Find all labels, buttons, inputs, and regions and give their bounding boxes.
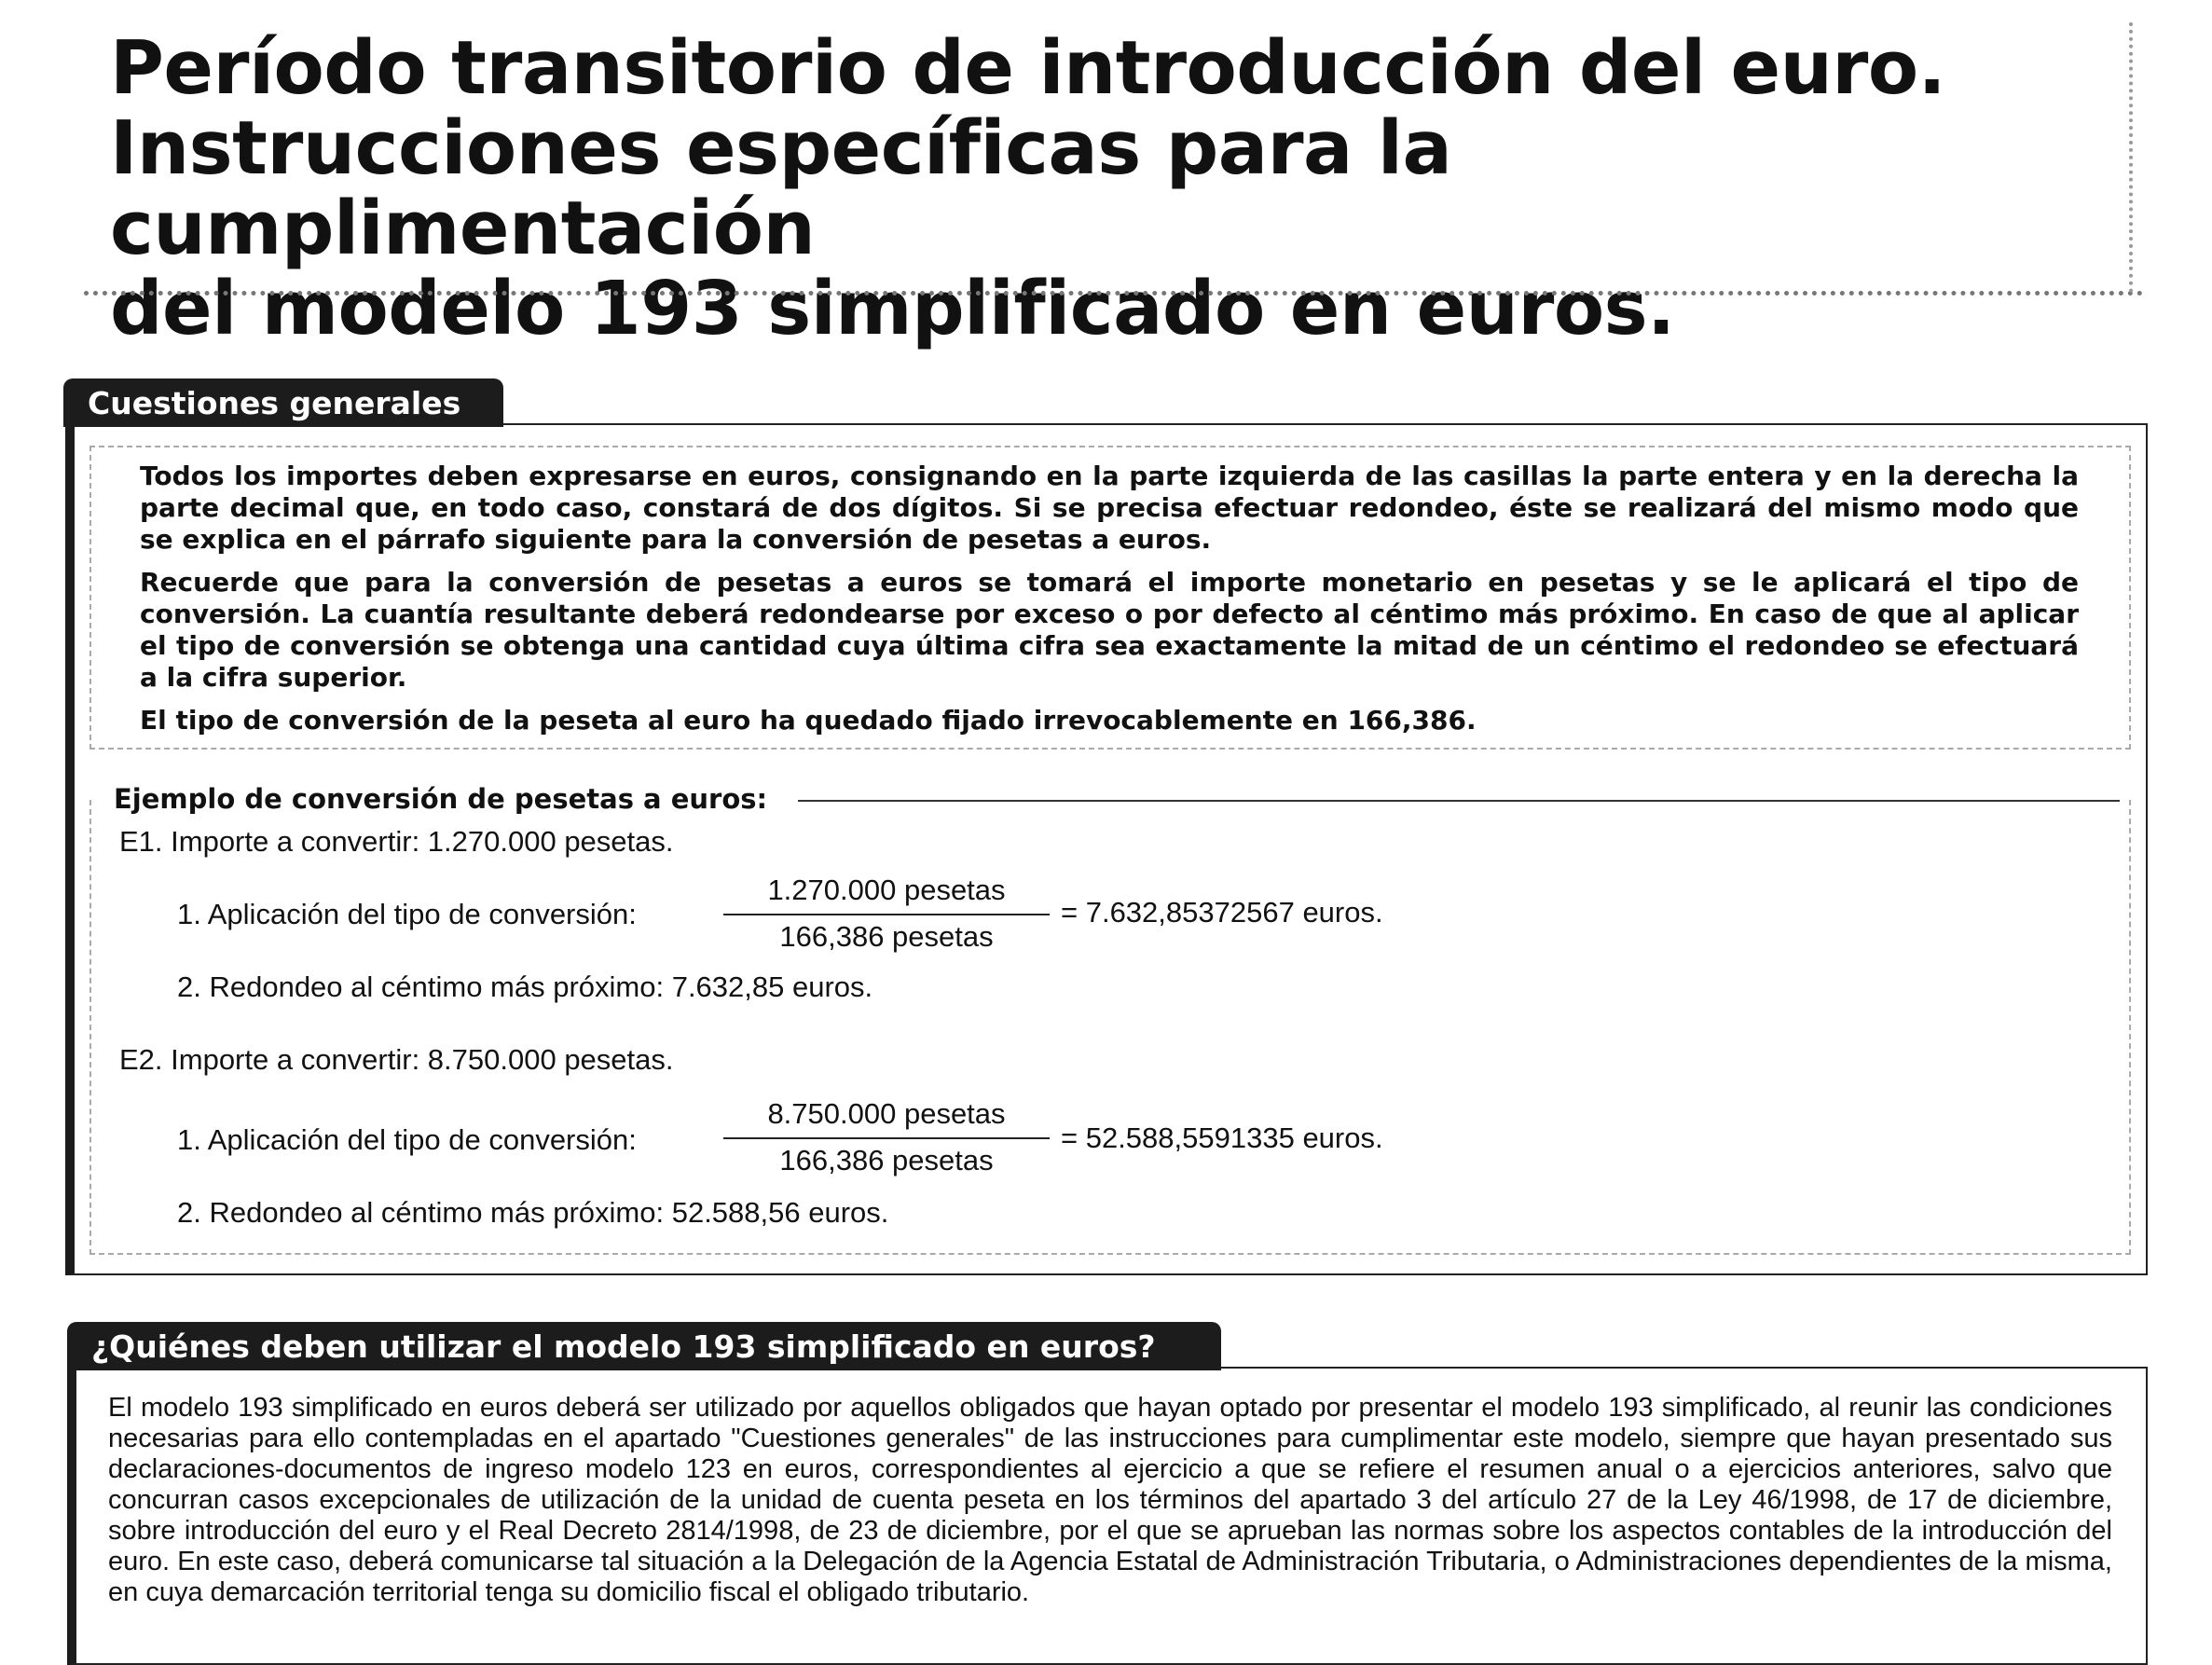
example-e2-result: = 52.588,5591335 euros.	[1061, 1121, 1383, 1154]
general-paragraph-2: Recuerde que para la conversión de pesetas a euros se tomará el importe monetario en pesetas y se le aplicará el tipo de conversión. La cuantía resultante deberá redondearse por exceso o por defecto al céntimo más próximo. En caso de que al aplicar el tipo de conversión se obtenga una cantidad cuya última cifra sea exactamente la mitad de un céntimo el redondeo se efectuará a la cifra superior.	[140, 567, 2079, 693]
example-e1-numerator: 1.270.000 pesetas	[767, 874, 1006, 906]
general-section-heading: Cuestiones generales	[63, 378, 503, 427]
title-divider	[84, 291, 2144, 296]
example-e1-fraction	[723, 873, 1050, 955]
example-e1-result: = 7.632,85372567 euros.	[1061, 896, 1383, 929]
example-e1-denominator: 166,386 pesetas	[779, 920, 994, 953]
example-e2-step2: 2. Redondeo al céntimo más próximo: 52.588,56 euros.	[177, 1196, 889, 1229]
general-rules-text	[140, 461, 2079, 748]
title-line-3: del modelo 193 simplificado en euros.	[110, 266, 1675, 351]
example-e1-step2: 2. Redondeo al céntimo más próximo: 7.632,85 euros.	[177, 970, 873, 1003]
example-heading: Ejemplo de conversión de pesetas a euros:	[106, 781, 775, 817]
example-e2-step1-label: 1. Aplicación del tipo de conversión:	[177, 1123, 637, 1156]
example-e1-step1-label: 1. Aplicación del tipo de conversión:	[177, 898, 637, 930]
general-paragraph-3: El tipo de conversión de la peseta al euro ha quedado fijado irrevocablemente en 166,386.	[140, 705, 1477, 736]
page-title	[110, 25, 2142, 351]
conversion-example-box	[89, 800, 2131, 1255]
example-e2-label: E2. Importe a convertir: 8.750.000 pesetas.	[119, 1043, 674, 1076]
title-line-2: Instrucciones específicas para la cumplimentación	[110, 105, 1452, 271]
who-section-heading: ¿Quiénes deben utilizar el modelo 193 simplificado en euros?	[67, 1322, 1221, 1370]
title-side-divider	[2129, 22, 2133, 293]
example-e1-label: E1. Importe a convertir: 1.270.000 pesetas.	[119, 825, 674, 858]
example-heading-rule	[798, 800, 2120, 802]
example-e2-denominator: 166,386 pesetas	[779, 1144, 994, 1177]
general-paragraph-1: Todos los importes deben expresarse en euros, consignando en la parte izquierda de las casillas la parte entera y en la derecha la parte decimal que, en todo caso, constará de dos dígitos. Si se precisa efectuar redondeo, éste se realizará del mismo modo que se explica en el párrafo siguiente para la conversión de pesetas a euros.	[140, 461, 2079, 555]
example-e2-fraction	[723, 1096, 1050, 1178]
title-line-1: Período transitorio de introducción del euro.	[110, 25, 1946, 111]
example-e2-numerator: 8.750.000 pesetas	[767, 1097, 1006, 1130]
who-section-body: El modelo 193 simplificado en euros deberá ser utilizado por aquellos obligados que hayan optado por presentar el modelo 193 simplificado, al reunir las condiciones necesarias para ello contempladas en el apartado "Cuestiones generales" de las instrucciones para cumplimentar este modelo, siempre que hayan presentado sus declaraciones-documentos de ingreso modelo 123 en euros, correspondientes al ejercicio a que se refiere el resumen anual o a ejercicios anteriores, salvo que concurran casos excepcionales de utilización de la unidad de cuenta peseta en los términos del apartado 3 del artículo 27 de la Ley 46/1998, de 17 de diciembre, sobre introducción del euro y el Real Decreto 2814/1998, de 23 de diciembre, por el que se aprueban las normas sobre los aspectos contables de la introducción del euro. En este caso, deberá comunicarse tal situación a la Delegación de la Agencia Estatal de Administración Tributaria, o Administraciones dependientes de la misma, en cuya demarcación territorial tenga su domicilio fiscal el obligado tributario.	[108, 1393, 2112, 1607]
